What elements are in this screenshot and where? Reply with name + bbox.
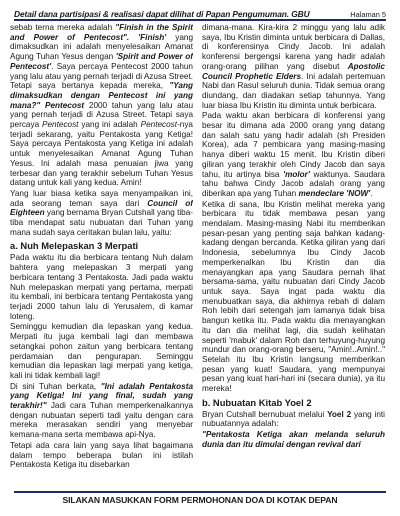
text-run: Yang luar biasa ketika saya menyampaikan ini, ada seorang teman saya dari — [10, 188, 193, 208]
emphasis-text: "Ini adalah Pentakosta yang Ketiga! Ini yang final, sudah yang terakhir!" — [10, 381, 193, 411]
header-title: Detail dana partisipasi & realisasi dapat dilihat di Papan Pengumuman. GBU — [14, 9, 310, 19]
emphasis-text: Apostolic Council Prophetic Elders — [202, 61, 385, 81]
text-run: Di sini Tuhan berkata, — [10, 381, 101, 391]
paragraph: Tetapi ada cara lain yang saya lihat bagaimana dalam tempo beberapa bulan ini istilah Pentakosta Ketiga itu disebarkan — [10, 440, 193, 470]
text-run: 2000 tahun yang lalu atau yang pernah terjadi di Azusa Street. Tetapi saya percaya — [10, 100, 193, 130]
italic-text: Pentecost — [140, 120, 178, 130]
text-run: . — [370, 188, 373, 198]
text-run: . Ini adalah pertemuan Nabi dan Rasul seluruh dunia. Tidak semua orang diundang, dan diadakan setiap tahunnya. Yang luar biasa Ibu Kristin itu diminta untuk berbicara. — [202, 71, 385, 110]
right-column — [202, 23, 385, 489]
text-run: -nya terjadi sekarang, yaitu Pentakosta yang Ketiga! Saya percaya Pentakosta yang Ketiga ini adalah untuk menyelesaikan Amanat Agung Tuhan Yesus. Ini adalah masa penuaian jiwa yang terbesar dan yang terakhir sebelum Tuhan Yesus datang untuk kali yang kedua. Amin! — [10, 120, 193, 188]
paragraph — [202, 410, 385, 429]
italic-text: Pentecost — [42, 120, 79, 130]
bold-text: Yoel 2 — [327, 409, 352, 419]
paragraph — [202, 111, 385, 198]
text-run: yang bernama Bryan Cutshall yang tiba-tiba mendapat satu nubuatan dari Tuhan yang mana sudah saya ceritakan bulan lalu, yaitu: — [10, 208, 193, 237]
text-run: Jadi cara Tuhan memperkenalkannya dengan nubuatan seperti tadi yaitu dengan cara mereka merasakan sendiri yang menyebar kemana-mana serta membawa api-Nya. — [10, 401, 193, 440]
paragraph — [10, 382, 193, 440]
footer-notice: SILAKAN MASUKKAN FORM PERMOHONAN DOA DI KOTAK DEPAN — [62, 495, 338, 505]
header-divider — [14, 19, 386, 21]
text-run: yang ini adalah — [78, 120, 141, 130]
text-run: Bryan Cutshall bernubuat melalui — [202, 409, 328, 419]
paragraph — [10, 23, 193, 188]
emphasis-text: 'molor' — [283, 169, 310, 179]
page-header — [14, 6, 386, 19]
emphasis-text: mendeclare 'NOW' — [298, 188, 371, 198]
text-run: . Saya percaya Pentecost 2000 tahun yang lalu atau yang pernah terjadi di Azusa Street. Tetapi saya bertanya kepada mereka, — [10, 61, 193, 91]
paragraph: Pada waktu itu dia berbicara tentang Nuh dalam bahtera yang melepaskan 3 merpati yang berbicara tentang 3 Pentakosta. Jadi pada waktu Nuh melepaskan merpati yang pertama, merpati itu kembali, ini berbicara tentang Pentakosta yang terjadi 2000 tahun lalu di Yerusalem, di kamar loteng. — [10, 253, 193, 321]
paragraph: Seminggu kemudian dia lepaskan yang kedua. Merpati itu juga kembali lagi dan membawa setangkai pohon zaitun yang berbicara tentang perdamaian dan pengurapan. Seminggu kemudian dia lepaskan lagi merpati yang ketiga, kali ini tidak kembali lagi! — [10, 322, 193, 380]
text-run: yang inti nubuatannya adalah: — [202, 409, 385, 429]
section-heading-b: b. Nubuatan Kitab Yoel 2 — [202, 396, 312, 408]
text-run: waktunya. Saudara tahu bahwa Cindy Jacob adalah orang yang diberikan apa yang Tuhan — [202, 169, 385, 198]
paragraph — [10, 189, 193, 238]
text-run: sebab terna mereka adalah — [10, 23, 116, 32]
section-heading-a: a. Nuh Melepaskan 3 Merpati — [10, 240, 139, 252]
footer-divider — [14, 491, 386, 493]
text-run: dimana-mana. Kira-kira 2 minggu yang lalu adik saya, Ibu Kristin diminta untuk berbicara di Dallas, di konferensinya Cindy Jacob. Ini adalah konferensi bergengsi karena yang hadir adalah orang-orang pilihan yang disebut — [202, 23, 385, 71]
text-run: Pada waktu akan berbicara di konferensi yang besar itu dimana ada 2000 orang yang datang dan salah satu yang hadir adalah (sh Presiden Korea), ada 7 pembicara yang masing-masing hanya diberi waktu 15 menit. Ibu Kristin diberi giliran yang terakhir oleh Cindy Jacob dan saya tahu, itu artinya bisa — [202, 111, 385, 179]
left-column — [10, 23, 193, 489]
paragraph — [202, 23, 385, 110]
text-run: yang dimaksudkan ini adalah menyelesaikan Amanat Agung Tuhan Yesus dengan — [10, 32, 193, 62]
emphasis-text: Council of Eighteen — [10, 198, 193, 218]
quote-paragraph: "Pentakosta Ketiga akan melanda seluruh dunia dan itu dimulai dengan revival dari — [202, 430, 385, 449]
emphasis-text: "Yang dimaksudkan dengan Pentecost ini yang mana?" Pentecost — [10, 81, 193, 110]
paragraph: Ketika di sana, Ibu Kristin melihat mereka yang berbicara itu tidak membawa pesan yang mendalam. Masing-masing Nabi itu memberikan pesan-pesan yang penting saja bahkan kadang-kadang dengan bercanda. Ketika giliran yang dari Indonesia, sebelumnya Ibu Cindy Jacob memperkenalkan Ibu Kristin dan dia menayangkan apa yang Saudara pernah lihat bersama-sama, yaitu nubuatan dari Cindy Jacob untuk saya. Saya ingat pada waktu dia menubuatkan saya, dia akhirnya rebah di dalam Roh lebih dari setengah jam lamanya tidak bisa bangun ketika itu. Pada waktu dia menayangkan itu dan dia melihat lagi, dia sudah kelihatan seperti 'mabuk' dalam Roh dan terhuyung-huyung mundur dan orang-orang berseru, "Amin!..Amin!.." Setelah itu Ibu Kristin langsung memberikan pesan yang kuat! Saudara, yang mempunyai pesan yang kuat hari-hari ini (secara dunia), ya itu mereka! — [202, 199, 385, 394]
emphasis-text: "Finish in the Spirit and Power of Pentecost". 'Finish' — [10, 23, 193, 42]
emphasis-text: 'Spirit and Power of Pentecost' — [10, 52, 193, 71]
page-number: Halaman 5 — [350, 10, 386, 19]
